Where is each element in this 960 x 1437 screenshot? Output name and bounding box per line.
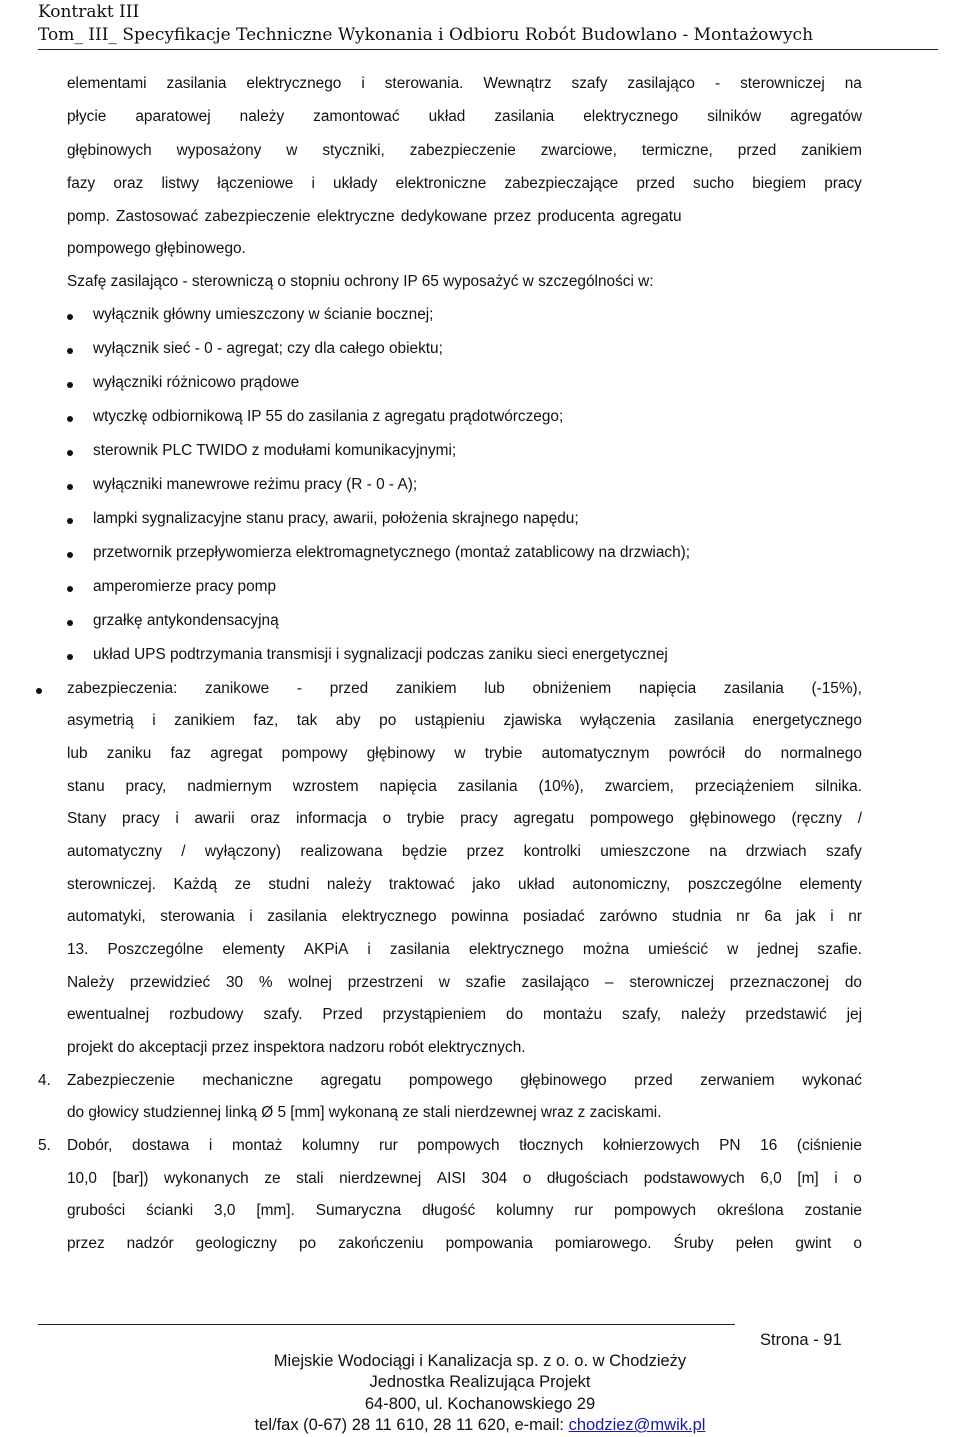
header-volume-title: Tom_ III_ Specyfikacje Techniczne Wykonania i Odbioru Robót Budowlano - Montażowych <box>38 25 814 45</box>
header-contract: Kontrakt III <box>38 2 140 22</box>
bullet-icon <box>67 552 73 558</box>
paragraph-line: 10,0 [bar]) wykonanych ze stali nierdzewnej AISI 304 o długościach podstawowych 6,0 [m] i o <box>67 1170 862 1187</box>
page-number: Strona - 91 <box>760 1331 842 1349</box>
footer-phone: tel/fax (0-67) 28 11 610, 28 11 620, e-mail: <box>254 1416 569 1434</box>
list-item: amperomierze pracy pomp <box>93 578 277 595</box>
list-item: wyłączniki manewrowe reżimu pracy (R - 0 - A); <box>93 476 418 493</box>
header-divider <box>38 49 938 50</box>
bullet-icon <box>67 450 73 456</box>
paragraph-line: 13. Poszczególne elementy AKPiA i zasilania elektrycznego można umieścić w jednej szafie. <box>67 941 862 958</box>
paragraph-line: głębinowych wyposażony w styczniki, zabezpieczenie zwarciowe, termiczne, przed zanikiem <box>67 142 862 159</box>
paragraph-line: Stany pracy i awarii oraz informacja o trybie pracy agregatu pompowego głębinowego (ręczny / <box>67 810 862 827</box>
bullet-icon <box>36 688 42 694</box>
bullet-icon <box>67 382 73 388</box>
paragraph-line: grubości ścianki 3,0 [mm]. Sumaryczna długość kolumny rur pompowych określona zostanie <box>67 1202 862 1219</box>
list-item: wyłączniki różnicowo prądowe <box>93 374 300 391</box>
paragraph-line: automatyczny / wyłączony) realizowana będzie przez kontrolki umieszczone na drzwiach szafy <box>67 843 862 860</box>
paragraph-line: ewentualnej rozbudowy szafy. Przed przystąpieniem do montażu szafy, należy przedstawić jej <box>67 1006 862 1023</box>
paragraph-line: Zabezpieczenie mechaniczne agregatu pompowego głębinowego przed zerwaniem wykonać <box>67 1072 862 1089</box>
bullet-icon <box>67 484 73 490</box>
paragraph-line: elementami zasilania elektrycznego i sterowania. Wewnątrz szafy zasilająco - sterowniczej na <box>67 75 862 92</box>
paragraph-line: zabezpieczenia: zanikowe - przed zanikiem lub obniżeniem napięcia zasilania (-15%), <box>67 680 862 697</box>
paragraph-line: pompowego głębinowego. <box>67 240 246 257</box>
paragraph-line: sterowniczej. Każdą ze studni należy traktować jako układ autonomiczny, poszczególne elementy <box>67 876 862 893</box>
list-item: grzałkę antykondensacyjną <box>93 612 279 629</box>
paragraph-line: stanu pracy, nadmiernym wzrostem napięcia zasilania (10%), zwarciem, przeciążeniem silnika. <box>67 778 862 795</box>
paragraph-line: przez nadzór geologiczny po zakończeniu pompowania pomiarowego. Śruby pełen gwint o <box>67 1235 862 1252</box>
footer-divider <box>38 1324 735 1325</box>
bullet-icon <box>67 654 73 660</box>
bullet-icon <box>67 314 73 320</box>
paragraph-line: płycie aparatowej należy zamontować układ zasilania elektrycznego silników agregatów <box>67 108 862 125</box>
list-item: sterownik PLC TWIDO z modułami komunikacyjnymi; <box>93 442 457 459</box>
bullet-icon <box>67 586 73 592</box>
paragraph-line: automatyki, sterowania i zasilania elektrycznego powinna posiadać zarówno studnia nr 6a jak i nr <box>67 908 862 925</box>
paragraph-line: pomp. Zastosować zabezpieczenie elektryczne dedykowane przez producenta agregatu <box>67 208 682 225</box>
bullet-icon <box>67 620 73 626</box>
paragraph-line: lub zaniku faz agregat pompowy głębinowy w trybie automatycznym powrócił do normalnego <box>67 745 862 762</box>
footer-address: 64-800, ul. Kochanowskiego 29 <box>364 1395 596 1413</box>
paragraph-line: fazy oraz listwy łączeniowe i układy elektroniczne zabezpieczające przed sucho biegiem pracy <box>67 175 862 192</box>
footer-unit: Jednostka Realizująca Projekt <box>369 1373 591 1391</box>
list-item: wtyczkę odbiornikową IP 55 do zasilania z agregatu prądotwórczego; <box>93 408 564 425</box>
paragraph-line: Dobór, dostawa i montaż kolumny rur pompowych tłocznych kołnierzowych PN 16 (ciśnienie <box>67 1137 862 1154</box>
item-number: 4. <box>38 1072 51 1089</box>
list-item: układ UPS podtrzymania transmisji i sygnalizacji podczas zaniku sieci energetycznej <box>93 646 668 663</box>
list-intro: Szafę zasilająco - sterowniczą o stopniu ochrony IP 65 wyposażyć w szczególności w: <box>67 273 654 290</box>
bullet-icon <box>67 416 73 422</box>
paragraph-line: Należy przewidzieć 30 % wolnej przestrzeni w szafie zasilająco – sterowniczej przeznaczonej do <box>67 974 862 991</box>
paragraph-line: asymetrią i zanikiem faz, tak aby po ustąpieniu zjawiska wyłączenia zasilania energetycznego <box>67 712 862 729</box>
bullet-icon <box>67 518 73 524</box>
footer-company: Miejskie Wodociągi i Kanalizacja sp. z o. o. w Chodzieży <box>273 1352 687 1370</box>
list-item: lampki sygnalizacyjne stanu pracy, awarii, położenia skrajnego napędu; <box>93 510 579 527</box>
paragraph-line: projekt do akceptacji przez inspektora nadzoru robót elektrycznych. <box>67 1039 526 1056</box>
list-item: wyłącznik główny umieszczony w ścianie bocznej; <box>93 306 434 323</box>
item-number: 5. <box>38 1137 51 1154</box>
list-item: wyłącznik sieć - 0 - agregat; czy dla całego obiektu; <box>93 340 443 357</box>
bullet-icon <box>67 348 73 354</box>
footer-contact <box>190 1416 770 1435</box>
list-item: przetwornik przepływomierza elektromagnetycznego (montaż zatablicowy na drzwiach); <box>93 544 691 561</box>
email-link[interactable]: chodziez@mwik.pl <box>568 1416 706 1434</box>
paragraph-line: do głowicy studziennej linką Ø 5 [mm] wykonaną ze stali nierdzewnej wraz z zaciskami. <box>67 1104 662 1121</box>
